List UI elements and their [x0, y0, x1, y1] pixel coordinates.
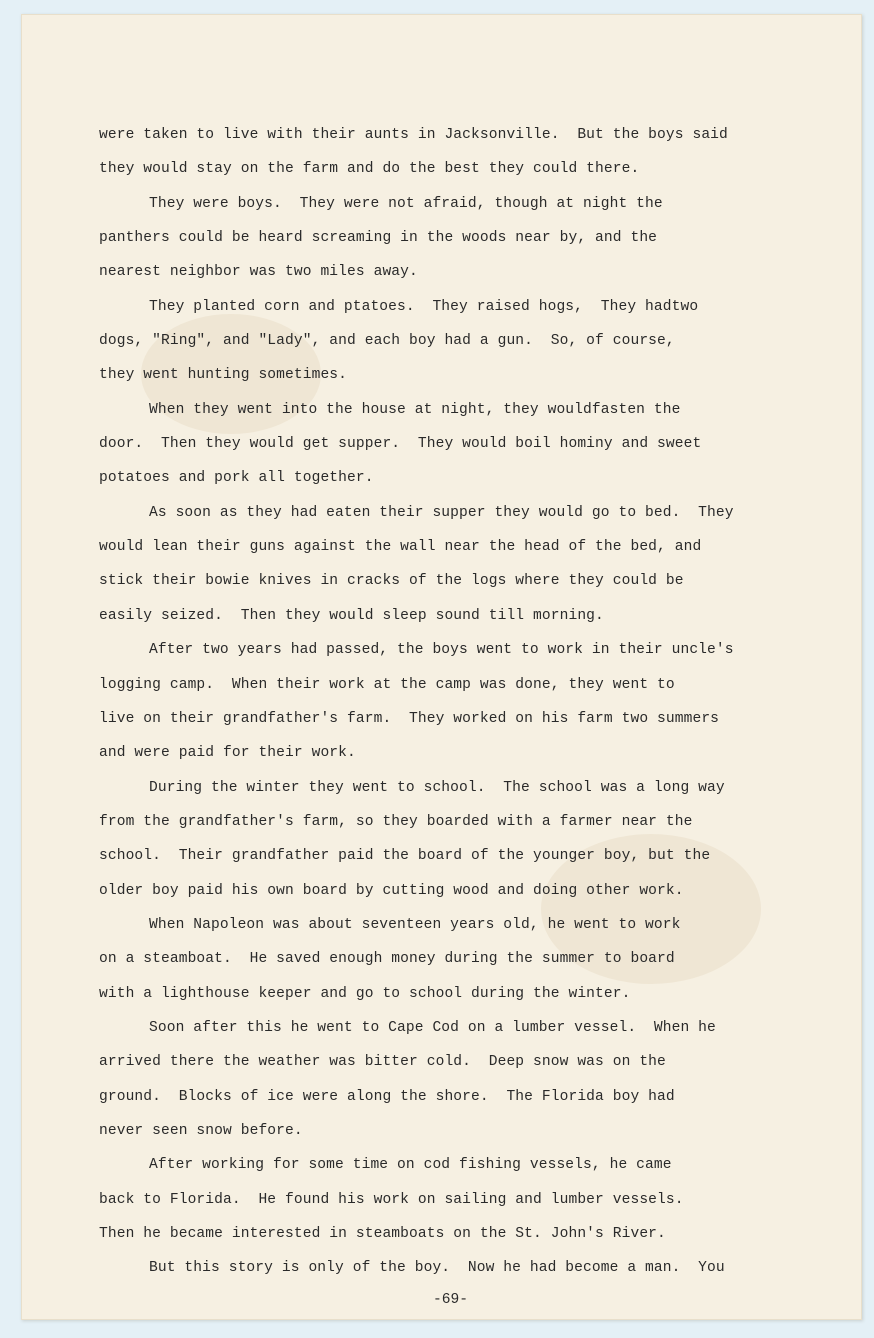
text-line: were taken to live with their aunts in Jacksonville. But the boys said	[99, 127, 728, 143]
text-line: When they went into the house at night, they wouldfasten the	[149, 401, 681, 418]
text-line: nearest neighbor was two miles away.	[99, 264, 418, 281]
text-line: they went hunting sometimes.	[99, 367, 348, 384]
text-line: dogs, "Ring", and "Lady", and each boy had a gun. So, of course,	[99, 333, 675, 350]
text-line: stick their bowie knives in cracks of the logs where they could be	[99, 573, 684, 590]
text-line: would lean their guns against the wall near the head of the bed, and	[99, 539, 702, 556]
text-line: and were paid for their work.	[99, 745, 356, 762]
text-line: panthers could be heard screaming in the woods near by, and the	[99, 230, 658, 247]
text-line: When Napoleon was about seventeen years old, he went to work	[149, 916, 681, 933]
typed-text-body	[99, 118, 819, 1286]
text-line: Soon after this he went to Cape Cod on a lumber vessel. When he	[149, 1019, 716, 1036]
text-line: potatoes and pork all together.	[99, 470, 374, 487]
text-line: back to Florida. He found his work on sailing and lumber vessels.	[99, 1191, 684, 1208]
text-line: After two years had passed, the boys went to work in their uncle's	[149, 642, 734, 659]
text-line: with a lighthouse keeper and go to school during the winter.	[99, 985, 631, 1002]
text-line: During the winter they went to school. The school was a long way	[149, 779, 725, 796]
text-line: After working for some time on cod fishing vessels, he came	[149, 1157, 672, 1174]
text-line: As soon as they had eaten their supper they would go to bed. They	[149, 504, 734, 521]
text-line: They were boys. They were not afraid, though at night the	[149, 195, 663, 212]
text-line: logging camp. When their work at the camp was done, they went to	[99, 676, 675, 693]
text-line: ground. Blocks of ice were along the shore. The Florida boy had	[99, 1088, 675, 1105]
text-line: easily seized. Then they would sleep sound till morning.	[99, 607, 604, 624]
text-line: live on their grandfather's farm. They worked on his farm two summers	[99, 710, 720, 727]
page-number: -69-	[433, 1292, 469, 1308]
text-line: door. Then they would get supper. They would boil hominy and sweet	[99, 436, 702, 453]
text-line: never seen snow before.	[99, 1122, 303, 1139]
document-page	[21, 14, 862, 1320]
text-line: on a steamboat. He saved enough money during the summer to board	[99, 951, 675, 968]
text-line: But this story is only of the boy. Now he had become a man. You	[149, 1260, 725, 1277]
text-line: older boy paid his own board by cutting wood and doing other work.	[99, 882, 684, 899]
text-line: arrived there the weather was bitter cold. Deep snow was on the	[99, 1054, 666, 1071]
text-line: they would stay on the farm and do the best they could there.	[99, 161, 640, 178]
text-line: from the grandfather's farm, so they boarded with a farmer near the	[99, 813, 693, 830]
text-line: Then he became interested in steamboats on the St. John's River.	[99, 1226, 666, 1242]
text-line: school. Their grandfather paid the board of the younger boy, but the	[99, 848, 711, 865]
text-line: They planted corn and ptatoes. They raised hogs, They hadtwo	[149, 298, 699, 315]
